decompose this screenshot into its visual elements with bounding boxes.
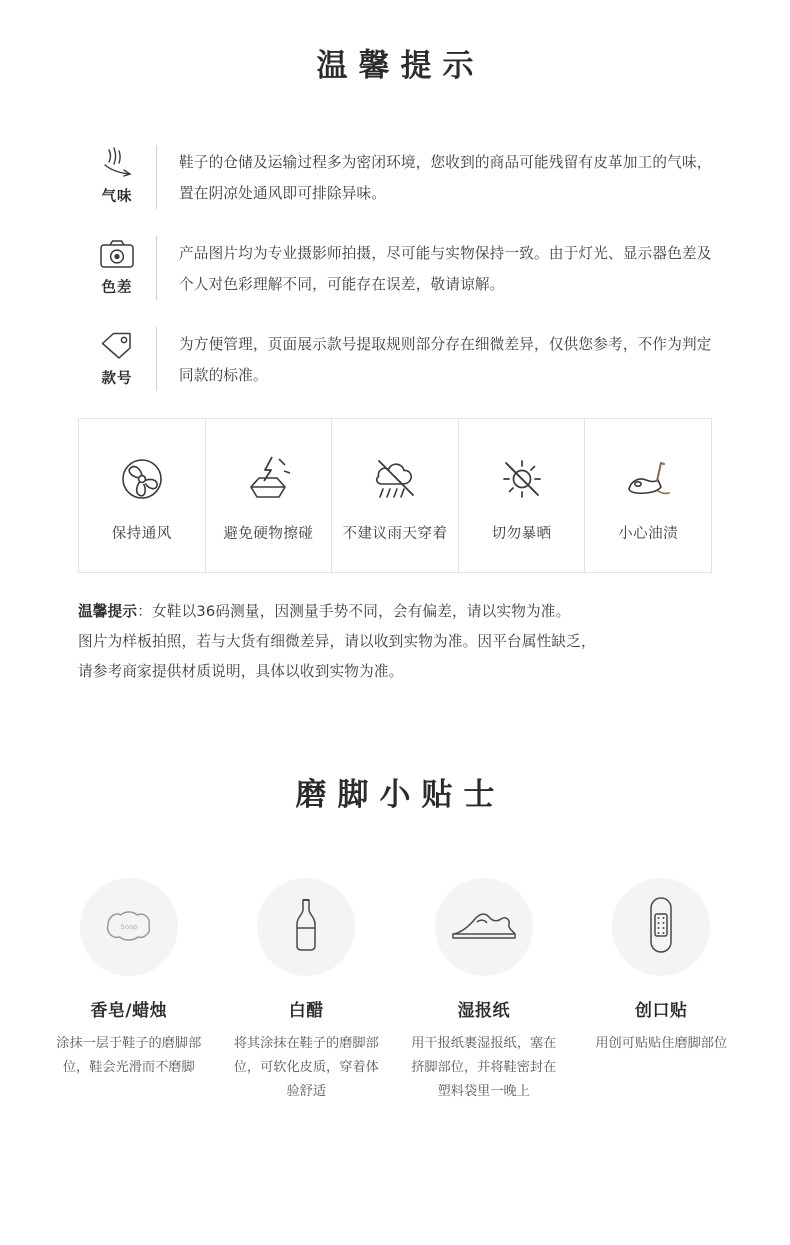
page-title-tips: 温馨提示 bbox=[316, 48, 485, 84]
notice-text: 产品图片均为专业摄影师拍摄，尽可能与实物保持一致。由于灯光、显示器色差及个人对色彩理解不同，可能存在误差，敬请谅解。 bbox=[156, 236, 720, 300]
notice-icon-col bbox=[78, 327, 156, 388]
tip-desc: 涂抹一层于鞋子的磨脚部位，鞋会光滑而不磨脚 bbox=[56, 1036, 202, 1075]
tip-title: 湿报纸 bbox=[457, 1001, 510, 1021]
wet-newspaper-icon bbox=[447, 902, 521, 952]
notice-list bbox=[0, 145, 790, 391]
tip-title: 香皂/蜡烛 bbox=[90, 1001, 168, 1021]
notice-icon-col bbox=[78, 236, 156, 297]
tip-title: 白醋 bbox=[288, 1001, 324, 1021]
tag-icon bbox=[97, 327, 137, 363]
notice-text: 为方便管理，页面展示款号提取规则部分存在细微差异，仅供您参考，不作为判定同款的标准。 bbox=[156, 327, 720, 391]
no-sun-icon bbox=[494, 448, 550, 510]
care-cell bbox=[332, 419, 459, 572]
footnote-line-1-rest: ：女鞋以36码测量，因测量手势不同，会有偏差，请以实物为准。 bbox=[137, 603, 571, 620]
care-label: 小心油渍 bbox=[618, 526, 679, 542]
care-instructions-grid bbox=[78, 418, 712, 573]
tip-cell bbox=[218, 878, 396, 1104]
svg-text:Soap: Soap bbox=[120, 923, 138, 931]
bandage-icon bbox=[643, 893, 679, 961]
vinegar-bottle-icon bbox=[284, 894, 328, 960]
no-hard-object-icon bbox=[239, 448, 297, 510]
care-cell bbox=[206, 419, 333, 572]
care-label: 不建议雨天穿着 bbox=[342, 526, 448, 542]
notice-row bbox=[78, 327, 720, 391]
tip-desc: 用干报纸裹湿报纸，塞在挤脚部位，并将鞋密封在塑料袋里一晚上 bbox=[411, 1036, 557, 1099]
foot-title-wrap bbox=[0, 769, 790, 814]
smell-icon bbox=[97, 145, 137, 181]
tip-desc: 将其涂抹在鞋子的磨脚部位，可软化皮质，穿着体验舒适 bbox=[233, 1036, 379, 1099]
footnote-line-3: 请参考商家提供材质说明，具体以收到实物为准。 bbox=[78, 663, 404, 680]
footnote-label: 温馨提示 bbox=[78, 603, 138, 620]
footnote bbox=[78, 597, 712, 687]
notice-text: 鞋子的仓储及运输过程多为密闭环境，您收到的商品可能残留有皮革加工的气味，置在阴凉处通风即可排除异味。 bbox=[156, 145, 720, 209]
footnote-line-2: 图片为样板拍照，若与大货有细微差异，请以收到实物为准。因平台属性缺乏， bbox=[78, 633, 596, 650]
tip-cell bbox=[40, 878, 218, 1104]
soap-candle-icon bbox=[98, 901, 160, 953]
notice-label: 气味 bbox=[101, 189, 133, 205]
care-cell bbox=[459, 419, 586, 572]
notice-row bbox=[78, 236, 720, 300]
care-label: 保持通风 bbox=[111, 526, 172, 542]
no-rain-icon bbox=[366, 448, 424, 510]
tip-cell bbox=[573, 878, 751, 1104]
footnote-line-1 bbox=[78, 597, 712, 627]
notice-icon-col bbox=[78, 145, 156, 206]
tip-circle bbox=[80, 878, 178, 976]
oil-stain-icon bbox=[617, 448, 679, 510]
tip-title: 创口贴 bbox=[635, 1001, 688, 1021]
tip-desc: 用创可贴贴住磨脚部位 bbox=[595, 1036, 728, 1051]
care-cell bbox=[79, 419, 206, 572]
tip-circle bbox=[257, 878, 355, 976]
notice-row bbox=[78, 145, 720, 209]
tip-cell bbox=[395, 878, 573, 1104]
tips-grid bbox=[40, 878, 750, 1104]
care-label: 避免硬物擦碰 bbox=[223, 526, 314, 542]
fan-icon bbox=[114, 448, 170, 510]
tip-circle bbox=[435, 878, 533, 976]
care-label: 切勿暴晒 bbox=[491, 526, 552, 542]
camera-icon bbox=[97, 236, 137, 272]
page-title-foot: 磨脚小贴士 bbox=[295, 777, 506, 813]
notice-label: 款号 bbox=[101, 371, 133, 387]
care-cell bbox=[585, 419, 711, 572]
tip-circle bbox=[612, 878, 710, 976]
notice-label: 色差 bbox=[101, 280, 133, 296]
